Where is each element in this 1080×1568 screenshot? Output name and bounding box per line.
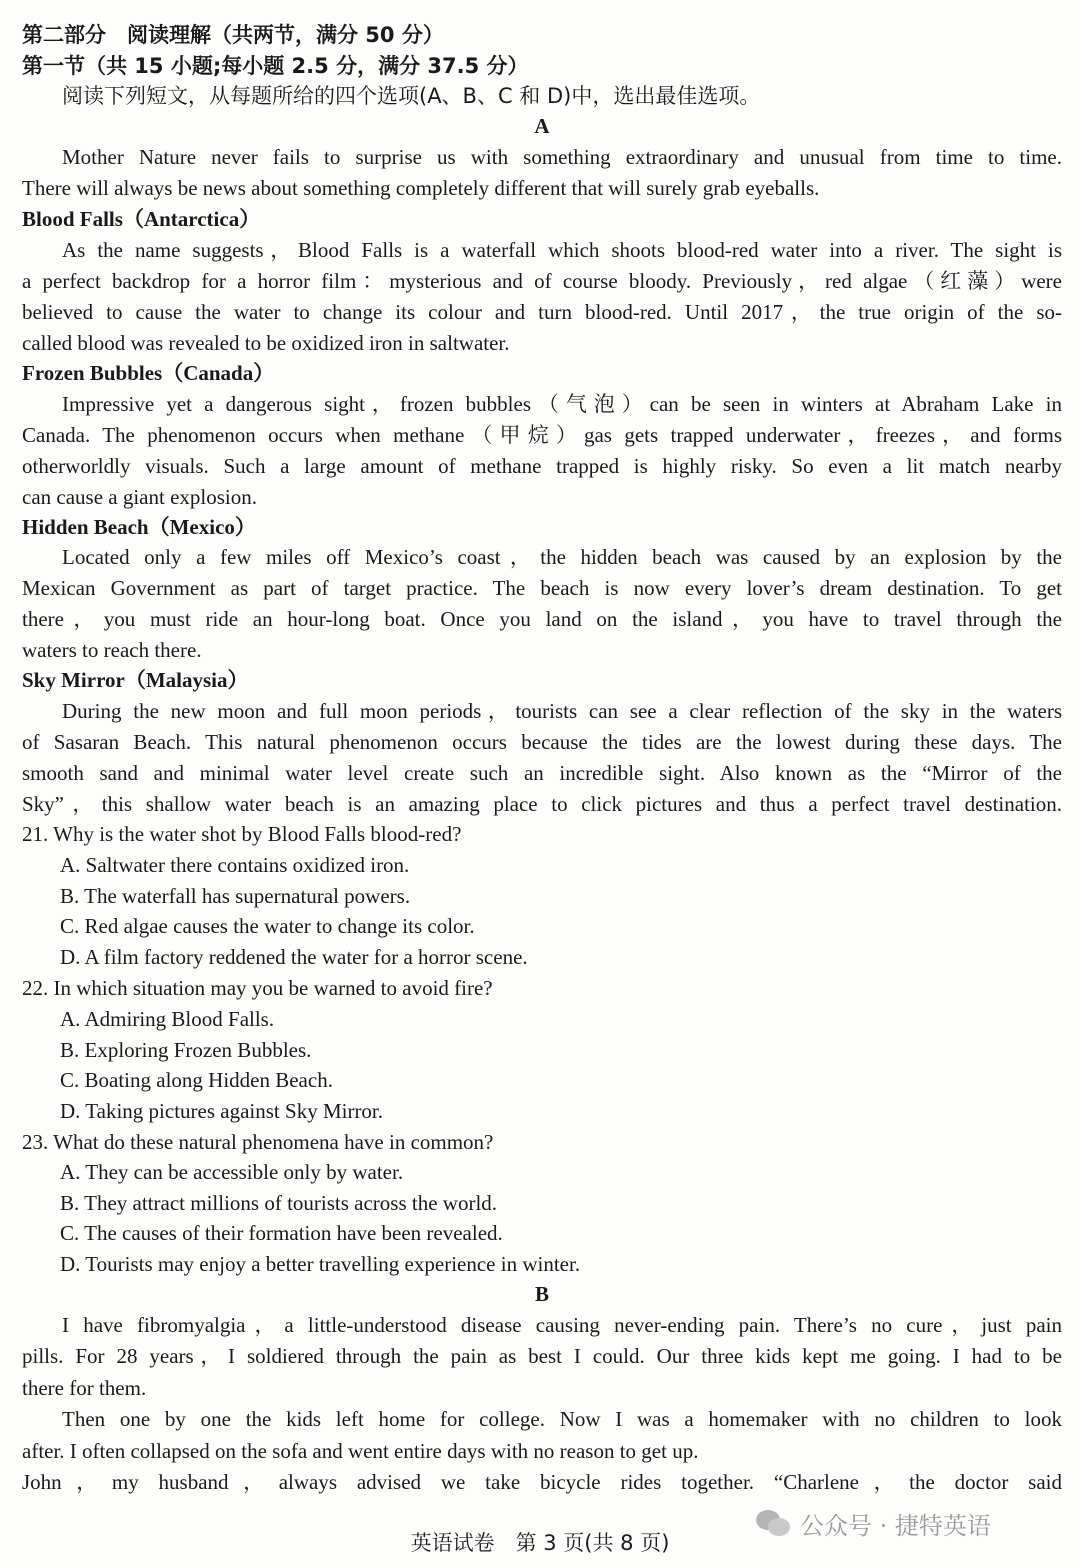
question-21-option-c: C. Red algae causes the water to change its color. <box>60 914 475 938</box>
page-footer: 英语试卷 第 3 页(共 8 页) <box>410 1531 670 1555</box>
question-22-stem: 22. In which situation may you be warned to avoid fire? <box>22 976 493 1000</box>
question-22-option-c: C. Boating along Hidden Beach. <box>60 1068 333 1092</box>
passage-b-label: B <box>534 1282 549 1306</box>
subheading-sky-mirror: Sky Mirror（Malaysia） <box>22 668 249 692</box>
section-heading: 第一节（共 15 小题;每小题 2.5 分，满分 37.5 分） <box>22 54 529 78</box>
passage-line: waters to reach there. <box>22 638 202 662</box>
passage-line: During the new moon and full moon periods，tourists can see a clear reflection of the sky in the waters <box>62 699 1062 723</box>
question-23-option-d: D. Tourists may enjoy a better travelling experience in winter. <box>60 1252 581 1276</box>
passage-line: there for them. <box>22 1376 147 1400</box>
passage-line: believed to cause the water to change its colour and turn blood-red. Until 2017，the true origin of the so- <box>22 300 1062 324</box>
passage-line: otherworldly visuals. Such a large amount of methane trapped is highly risky. So even a lit match nearby <box>22 454 1062 478</box>
question-23-stem: 23. What do these natural phenomena have in common? <box>22 1130 494 1154</box>
passage-line: John，my husband，always advised we take bicycle rides together. “Charlene，the doctor said <box>22 1470 1062 1494</box>
passage-line: called blood was revealed to be oxidized iron in saltwater. <box>22 331 510 355</box>
passage-line: of Sasaran Beach. This natural phenomenon occurs because the tides are the lowest during these days. The <box>22 730 1062 754</box>
watermark-text: 公众号 · 捷特英语 <box>800 1512 991 1540</box>
passage-line: Located only a few miles off Mexico’s coast，the hidden beach was caused by an explosion by the <box>62 545 1062 569</box>
passage-line: can cause a giant explosion. <box>22 485 257 509</box>
passage-line: There will always be news about something completely different that will surely grab eyeballs. <box>22 176 820 200</box>
passage-line: pills. For 28 years，I soldiered through the pain as best I could. Our three kids kept me going. I had to be <box>22 1344 1062 1368</box>
subheading-blood-falls: Blood Falls（Antarctica） <box>22 207 261 231</box>
question-21-option-d: D. A film factory reddened the water for a horror scene. <box>60 945 528 969</box>
passage-line: after. I often collapsed on the sofa and went entire days with no reason to get up. <box>22 1439 699 1463</box>
passage-line: Impressive yet a dangerous sight，frozen bubbles（气泡）can be seen in winters at Abraham Lake in <box>62 392 1062 416</box>
question-23-option-c: C. The causes of their formation have been revealed. <box>60 1221 503 1245</box>
passage-a-label: A <box>534 114 550 138</box>
question-21-option-a: A. Saltwater there contains oxidized iron. <box>60 853 410 877</box>
passage-line: Then one by one the kids left home for college. Now I was a homemaker with no children to look <box>62 1407 1062 1431</box>
passage-line: As the name suggests，Blood Falls is a waterfall which shoots blood-red water into a river. The sight is <box>62 238 1062 262</box>
passage-line: there，you must ride an hour-long boat. Once you land on the island，you have to travel through the <box>22 607 1062 631</box>
question-23-option-a: A. They can be accessible only by water. <box>60 1160 404 1184</box>
question-21-stem: 21. Why is the water shot by Blood Falls blood-red? <box>22 822 462 846</box>
question-21-option-b: B. The waterfall has supernatural powers. <box>60 884 411 908</box>
instruction-text: 阅读下列短文，从每题所给的四个选项(A、B、C 和 D)中，选出最佳选项。 <box>62 84 761 108</box>
part-heading: 第二部分 阅读理解（共两节，满分 50 分） <box>22 23 444 47</box>
passage-line: a perfect backdrop for a horror film：mysterious and of course bloody. Previously，red algae（红藻）were <box>22 269 1062 293</box>
subheading-frozen-bubbles: Frozen Bubbles（Canada） <box>22 361 275 385</box>
question-23-option-b: B. They attract millions of tourists across the world. <box>60 1191 498 1215</box>
passage-line: Mexican Government as part of target practice. The beach is now every lover’s dream destination. To get <box>22 576 1062 600</box>
passage-line: I have fibromyalgia，a little-understood disease causing never-ending pain. There’s no cure，just pain <box>62 1313 1062 1337</box>
passage-line: Mother Nature never fails to surprise us with something extraordinary and unusual from time to time. <box>62 145 1062 169</box>
question-22-option-b: B. Exploring Frozen Bubbles. <box>60 1038 312 1062</box>
question-22-option-d: D. Taking pictures against Sky Mirror. <box>60 1099 384 1123</box>
question-22-option-a: A. Admiring Blood Falls. <box>60 1007 275 1031</box>
passage-line: Sky”，this shallow water beach is an amazing place to click pictures and thus a perfect travel destination. <box>22 792 1062 816</box>
passage-line: Canada. The phenomenon occurs when methane（甲烷）gas gets trapped underwater，freezes，and forms <box>22 423 1062 447</box>
subheading-hidden-beach: Hidden Beach（Mexico） <box>22 515 256 539</box>
passage-line: smooth sand and minimal water level create such an incredible sight. Also known as the “Mirror of the <box>22 761 1062 785</box>
